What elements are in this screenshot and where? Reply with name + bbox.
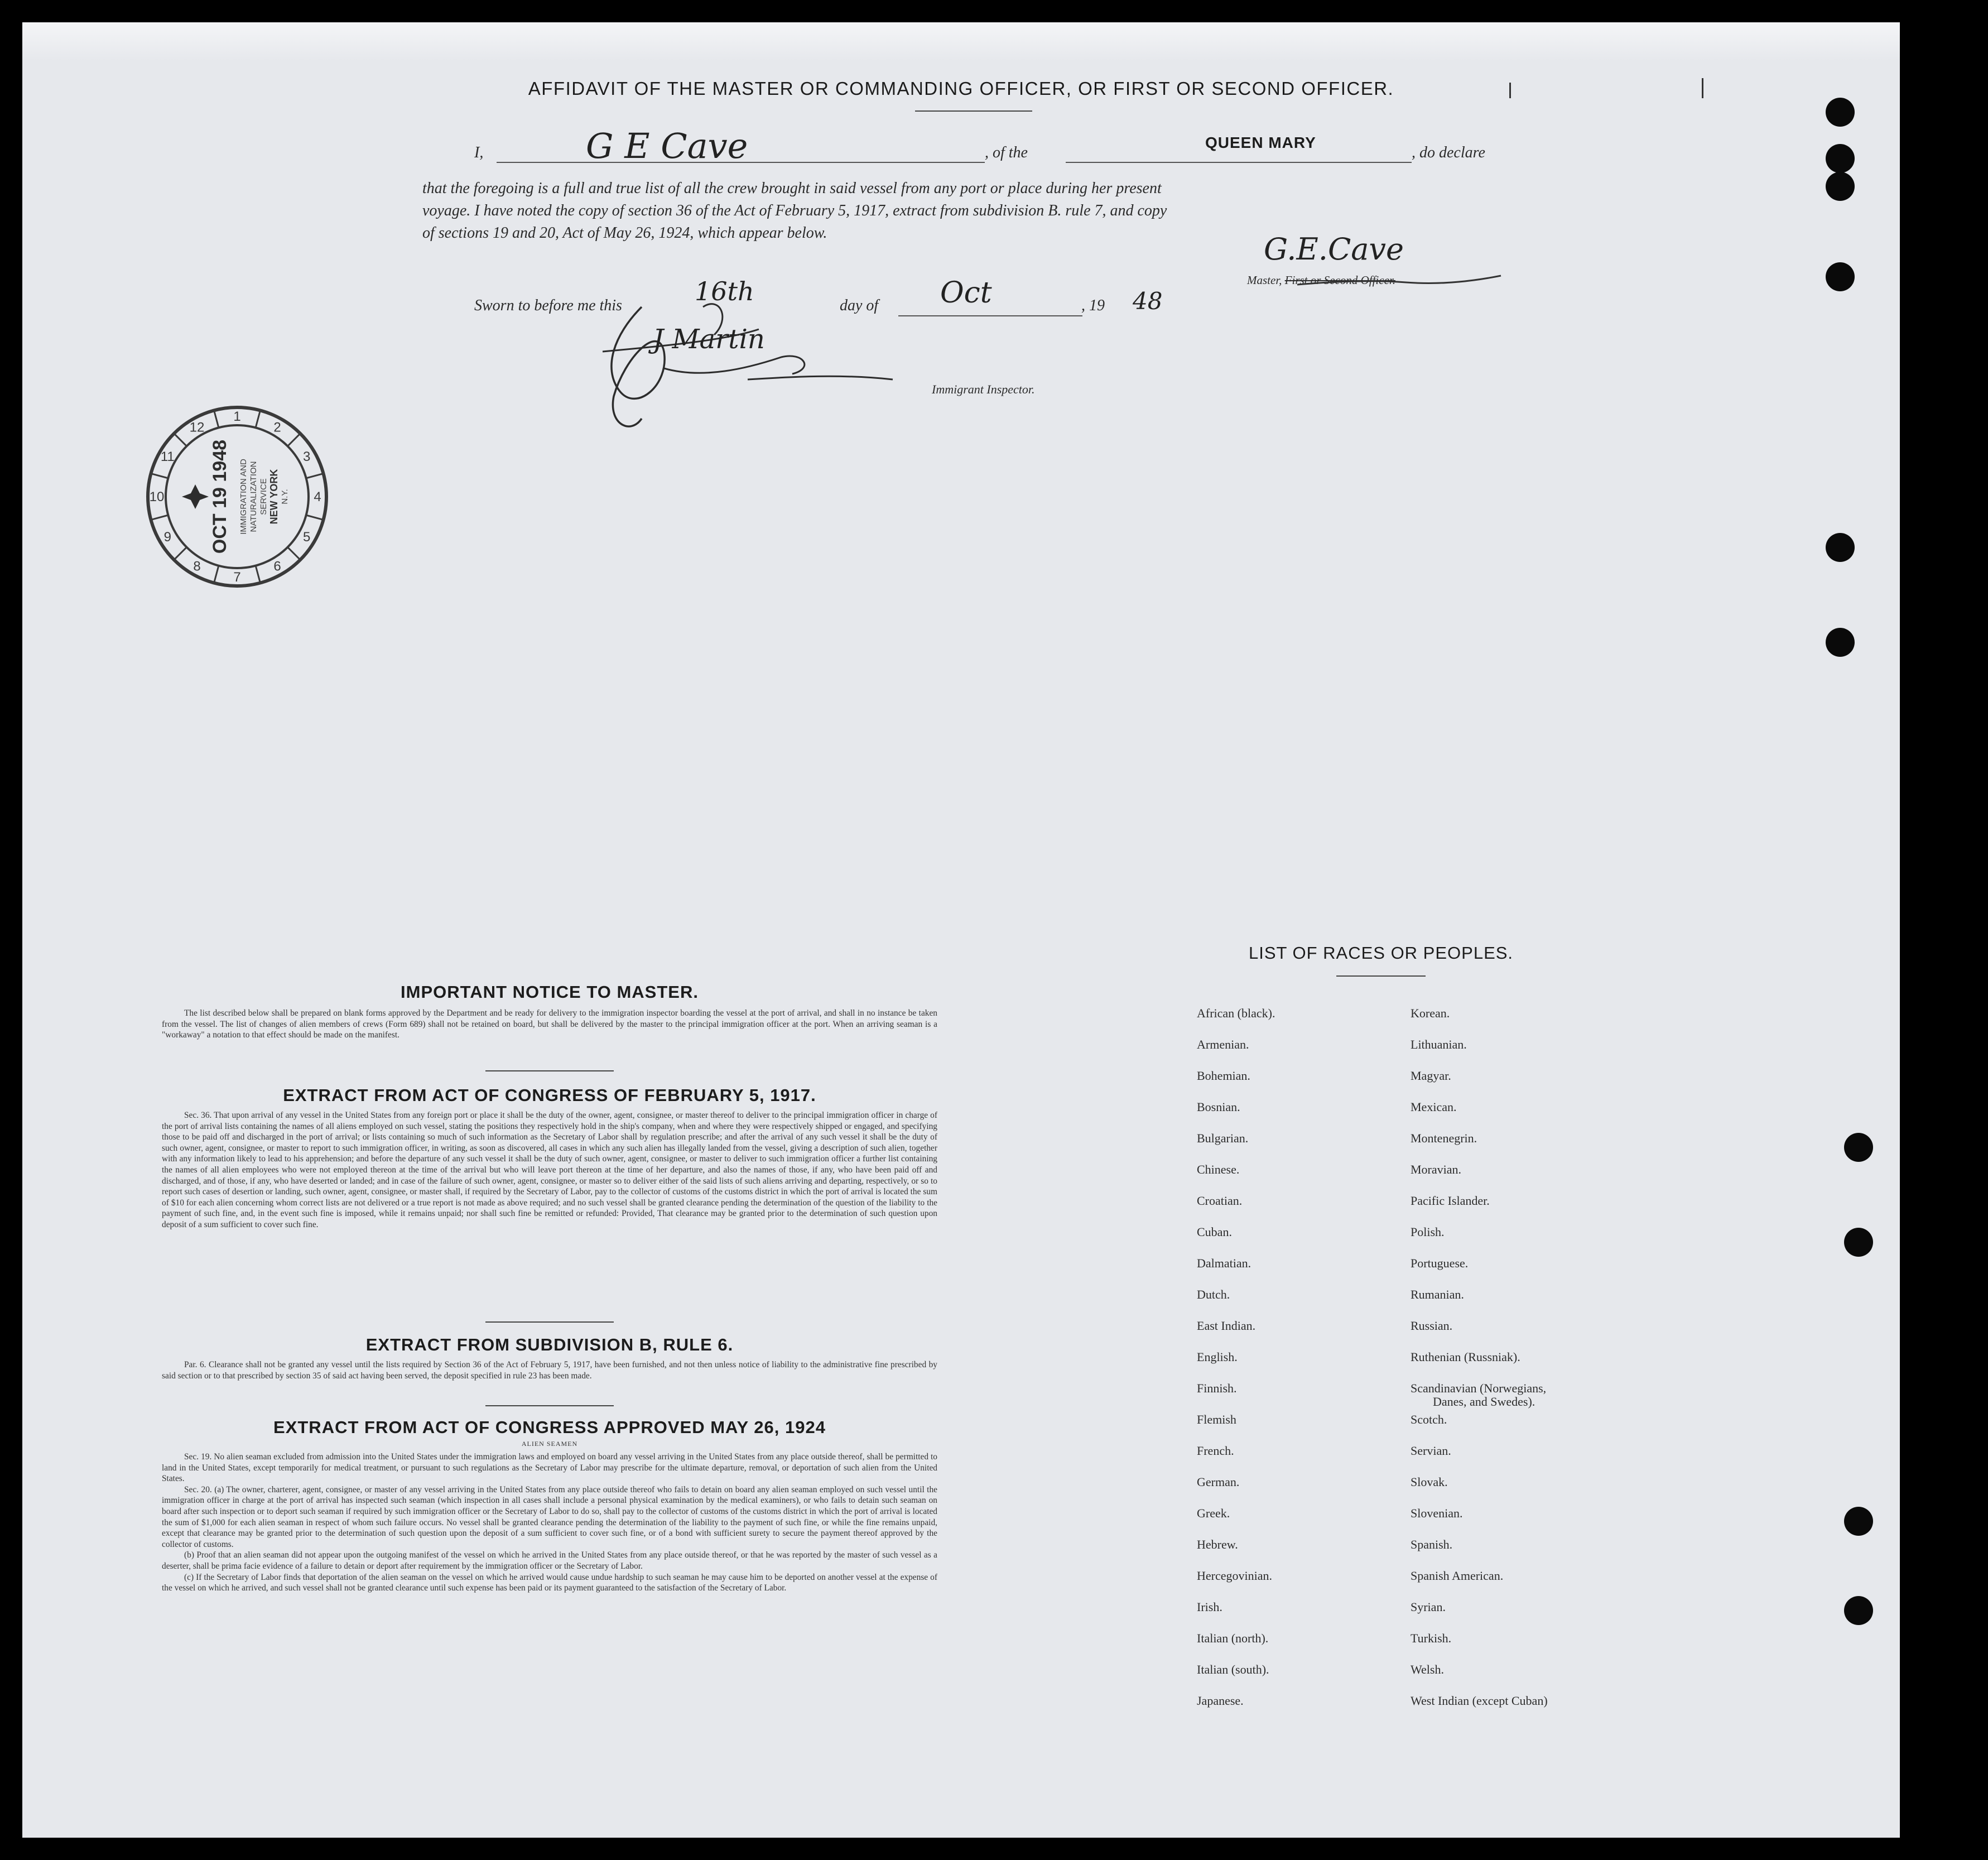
race-item: Slovenian. (1411, 1506, 1463, 1520)
race-item: Magyar. (1411, 1069, 1451, 1083)
race-item: Dutch. (1197, 1287, 1230, 1301)
race-item: Danes, and Swedes). (1433, 1395, 1535, 1409)
declarant-signature: G E Cave (586, 126, 748, 166)
extract-1924-title: EXTRACT FROM ACT OF CONGRESS APPROVED MAY 26, 1924 (273, 1417, 826, 1437)
officer-caption-prefix: Master, (1247, 273, 1282, 287)
subdivision-b-section (162, 1335, 937, 1381)
race-item: West Indian (except Cuban) (1411, 1694, 1548, 1708)
subdivision-b-body: Par. 6. Clearance shall not be granted any vessel until the lists required by Section 36 of the Act of February 5, 1917, have been furnished, and not then unless notice of liability to the administrative fine prescribed by said section or to that prescribed by section 35 of said act having been served, the deposit specified in rule 23 has been made. (162, 1360, 937, 1381)
extract-1917-section (162, 1085, 937, 1231)
race-item: Montenegrin. (1411, 1131, 1477, 1145)
race-item: Greek. (1197, 1506, 1230, 1520)
stamp-ring-number: 1 (233, 409, 241, 424)
race-item: Polish. (1411, 1225, 1445, 1239)
inspector-caption: Immigrant Inspector. (932, 382, 1035, 396)
race-item: Syrian. (1411, 1600, 1446, 1614)
race-item: Bohemian. (1197, 1069, 1250, 1083)
affidavit-i-label: I, (474, 144, 484, 161)
stamp-ring-number: 10 (149, 489, 165, 504)
race-item: Chinese. (1197, 1162, 1240, 1176)
stamp-line-1: IMMIGRATION AND (239, 459, 248, 535)
race-item: Hebrew. (1197, 1537, 1238, 1551)
inspection-stamp (142, 402, 332, 592)
race-item: Croatian. (1197, 1194, 1243, 1208)
extract-1924-sec20c: (c) If the Secretary of Labor finds that deportation of the alien seaman on the vessel on which he arrived would cause undue hardship to such seaman he may cause him to be deported on another vessel at the expense of the vessel on which he arrived, and such vessel shall not be granted clearance until such expense has been paid or its payment guaranteed to the satisfaction of the Secretary of Labor. (162, 1572, 937, 1593)
extract-1924-subhead: ALIEN SEAMEN (521, 1440, 578, 1448)
do-declare-label: , do declare (1412, 144, 1485, 161)
race-item: Slovak. (1411, 1475, 1448, 1489)
race-item: Rumanian. (1411, 1287, 1464, 1301)
vessel-name: QUEEN MARY (1205, 134, 1316, 151)
stamp-ring-number: 8 (193, 559, 201, 574)
day-of-label: day of (840, 297, 879, 314)
race-item: Bosnian. (1197, 1100, 1240, 1114)
extract-1924-sec20a: Sec. 20. (a) The owner, charterer, agent, consignee, or master of any vessel arriving in the United States from any place outside thereof who fails to detain on board any alien seaman employed on such vessel until the immigration officer in charge at the port of arrival has inspected such seaman (which inspection in all cases shall include a personal physical examination by the medical examiners), or who fails to detain such seaman on board after such inspection or to deport such seaman if required by such immigration officer or the Secretary of Labor to do so, shall pay to the collector of customs of the customs district in which the port of arrival is located the sum of $1,000 for each alien seaman in respect of whom such failure occurs. No vessel shall be granted clearance pending the determination of the liability to the payment of such fine, or while the fine remains unpaid, except that clearance may be granted prior to the determination of such question upon the deposit of a sum sufficient to cover such fine, or of a bond with sufficient surety to secure the payment thereof approved by the collector of customs. (162, 1484, 937, 1549)
punch-hole (1826, 98, 1855, 127)
notice-title: IMPORTANT NOTICE TO MASTER. (401, 982, 699, 1002)
punch-hole (1844, 1133, 1873, 1162)
affidavit-line-4: of sections 19 and 20, Act of May 26, 1924, which appear below. (422, 224, 827, 242)
race-item: Portuguese. (1411, 1256, 1469, 1270)
extract-1917-title: EXTRACT FROM ACT OF CONGRESS OF FEBRUARY 5, 1917. (283, 1085, 816, 1105)
race-item: Servian. (1411, 1444, 1451, 1458)
stamp-line-2: NATURALIZATION (249, 461, 258, 532)
race-item: Armenian. (1197, 1037, 1249, 1051)
notice-body: The list described below shall be prepared on blank forms approved by the Department and be ready for delivery to the immigration inspector boarding the vessel at the port of arrival, and shall in no instance be taken from the vessel. The list of changes of alien members of crews (Form 689) shall not be retained on board, but shall be delivered by the master to the principal immigration officer at the port. When an arriving seaman is a "workaway" a notation to that effect should be made on the manifest. (162, 1008, 937, 1040)
race-item: Flemish (1197, 1412, 1236, 1426)
race-item: Mexican. (1411, 1100, 1457, 1114)
officer-signature: G.E.Cave (1264, 232, 1404, 267)
stamp-line-3: SERVICE (259, 478, 268, 515)
stamp-line-4: NEW YORK (268, 469, 280, 525)
stamp-emblem (182, 484, 209, 509)
race-item: Moravian. (1411, 1162, 1462, 1176)
race-item: East Indian. (1197, 1319, 1256, 1333)
punch-hole (1844, 1596, 1873, 1625)
punch-hole (1826, 144, 1855, 173)
extract-1917-body: Sec. 36. That upon arrival of any vessel in the United States from any foreign port or place it shall be the duty of the owner, agent, consignee, or master thereof to deliver to the principal immigration officer in charge of the port of arrival lists containing the names of all aliens employed on such vessel, stating the positions they respectively hold in the ship's company, when and where they were respectively shipped or engaged, and specifying those to be paid off and discharged in the port of arrival; or lists containing so much of such information as the Secretary of Labor shall by regulation prescribe; and after the arrival of any such vessel it shall be the duty of such owner, agent, consignee, or master to report to such immigration officer, in writing, as soon as discovered, all cases in which any such alien has illegally landed from the vessel, giving a description of such alien, together with any information likely to lead to his apprehension; and before the departure of any such vessel it shall be the duty of such owner, agent, consignee, or master to deliver to such immigration officer a further list containing the names of all alien employees who were not employed thereon at the time of the arrival but who will leave port thereon at the time of her departure, and also the names of those, if any, who have been paid off and discharged, and of those, if any, who have deserted or landed; and in case of the failure of such owner, agent, consignee, or master so to deliver either of the said lists of such aliens arriving and departing, respectively, or so to report such cases of desertion or landing, such owner, agent, consignee, or master shall, if required by the Secretary of Labor, pay to the collector of customs of the customs district in which the port of arrival is located the sum of $10 for each alien concerning whom correct lists are not delivered or a true report is not made as above required; and no such vessel shall be granted clearance pending the determination of the question of the liability to the payment of such fine, and, in the event such fine is imposed, while it remains unpaid; nor shall such fine be remitted or refunded: Provided, That clearance may be granted prior to the determination of such question upon deposit of a sum sufficient to cover such fine. (162, 1111, 937, 1229)
race-item: German. (1197, 1475, 1240, 1489)
stamp-ring-number: 2 (273, 420, 281, 435)
document-page (22, 22, 1900, 1838)
sworn-day: 16th (695, 276, 754, 306)
race-item: Cuban. (1197, 1225, 1232, 1239)
stamp-ring-number: 11 (160, 449, 175, 464)
margin-tick (1509, 83, 1511, 98)
races-divider (1336, 975, 1426, 977)
race-item: Ruthenian (Russniak). (1411, 1350, 1520, 1364)
inspector-signature: J Martin (653, 324, 765, 355)
race-item: Italian (north). (1197, 1631, 1269, 1645)
race-item: Bulgarian. (1197, 1131, 1249, 1145)
affidavit-title: AFFIDAVIT OF THE MASTER OR COMMANDING OFFICER, OR FIRST OR SECOND OFFICER. (528, 78, 1394, 99)
stamp-date: OCT 19 1948 (209, 439, 230, 554)
extract-1924-section (162, 1417, 937, 1594)
race-item: Scandinavian (Norwegians, (1411, 1381, 1547, 1395)
section-divider (485, 1070, 614, 1071)
sworn-label: Sworn to before me this (474, 297, 622, 314)
affidavit-line-2: that the foregoing is a full and true list of all the crew brought in said vessel from any port or place during her present (422, 180, 1162, 197)
race-item: Pacific Islander. (1411, 1194, 1490, 1208)
stamp-rings (142, 402, 332, 592)
race-item: Hercegovinian. (1197, 1569, 1272, 1583)
of-the-label: , of the (985, 144, 1028, 161)
races-title: LIST OF RACES OR PEOPLES. (1248, 943, 1514, 963)
sworn-month: Oct (940, 276, 992, 310)
margin-tick (1702, 78, 1703, 98)
race-item: Finnish. (1197, 1381, 1237, 1395)
race-item: Dalmatian. (1197, 1256, 1251, 1270)
year-suffix: 48 (1133, 287, 1163, 315)
extract-1924-sec20b: (b) Proof that an alien seaman did not appear upon the outgoing manifest of the vessel on which he arrived in the United States from any place outside thereof, or that he was reported by the master of such vessel as a deserter, shall be prima facie evidence of a failure to detain or deport after requirement by the immigration officer or the Secretary of Labor. (162, 1550, 937, 1571)
month-line (898, 315, 1082, 316)
stamp-ring-number: 3 (303, 449, 311, 464)
stamp-ring-number: 7 (233, 570, 241, 585)
subdivision-b-title: EXTRACT FROM SUBDIVISION B, RULE 6. (365, 1335, 734, 1354)
race-item: Spanish American. (1411, 1569, 1504, 1583)
inspector-signature-flourish (580, 285, 915, 441)
race-item: Korean. (1411, 1006, 1450, 1020)
stamp-line-5: N.Y. (280, 489, 290, 504)
race-item: Irish. (1197, 1600, 1222, 1614)
punch-hole (1844, 1507, 1873, 1536)
punch-hole (1826, 628, 1855, 657)
stamp-ring-number: 5 (303, 530, 311, 545)
vessel-name-line (1066, 162, 1412, 163)
race-item: African (black). (1197, 1006, 1275, 1020)
punch-hole (1844, 1228, 1873, 1257)
stamp-ring-number: 12 (189, 420, 205, 435)
race-item: Turkish. (1411, 1631, 1452, 1645)
notice-section (162, 982, 937, 1041)
punch-hole (1826, 533, 1855, 562)
officer-caption-struck: First or Second Officer. (1284, 273, 1395, 287)
race-item: English. (1197, 1350, 1238, 1364)
stamp-ring-number: 4 (314, 489, 321, 504)
officer-underline-stroke (1294, 268, 1506, 290)
race-item: Lithuanian. (1411, 1037, 1467, 1051)
race-item: Scotch. (1411, 1412, 1447, 1426)
race-item: Russian. (1411, 1319, 1453, 1333)
race-item: Spanish. (1411, 1537, 1453, 1551)
stamp-ring-number: 9 (163, 530, 171, 545)
punch-hole (1826, 262, 1855, 291)
race-item: Welsh. (1411, 1662, 1444, 1676)
punch-hole (1826, 172, 1855, 201)
section-divider (485, 1405, 614, 1406)
title-divider (915, 110, 1032, 112)
race-item: Japanese. (1197, 1694, 1244, 1708)
extract-1924-sec19: Sec. 19. No alien seaman excluded from admission into the United States under the immigration laws and employed on board any vessel arriving in the United States from any place outside thereof, shall be permitted to land in the United States, except temporarily for medical treatment, or pursuant to such regulations as the Secretary of Labor may prescribe for the ultimate departure, removal, or deportation of such alien from the United States. (162, 1452, 937, 1484)
race-item: Italian (south). (1197, 1662, 1269, 1676)
year-prefix: , 19 (1081, 297, 1105, 314)
affidavit-line-3: voyage. I have noted the copy of section 36 of the Act of February 5, 1917, extract from subdivision B. rule 7, and copy (422, 202, 1167, 219)
race-item: French. (1197, 1444, 1234, 1458)
stamp-ring-number: 6 (273, 559, 281, 574)
section-divider (485, 1321, 614, 1323)
